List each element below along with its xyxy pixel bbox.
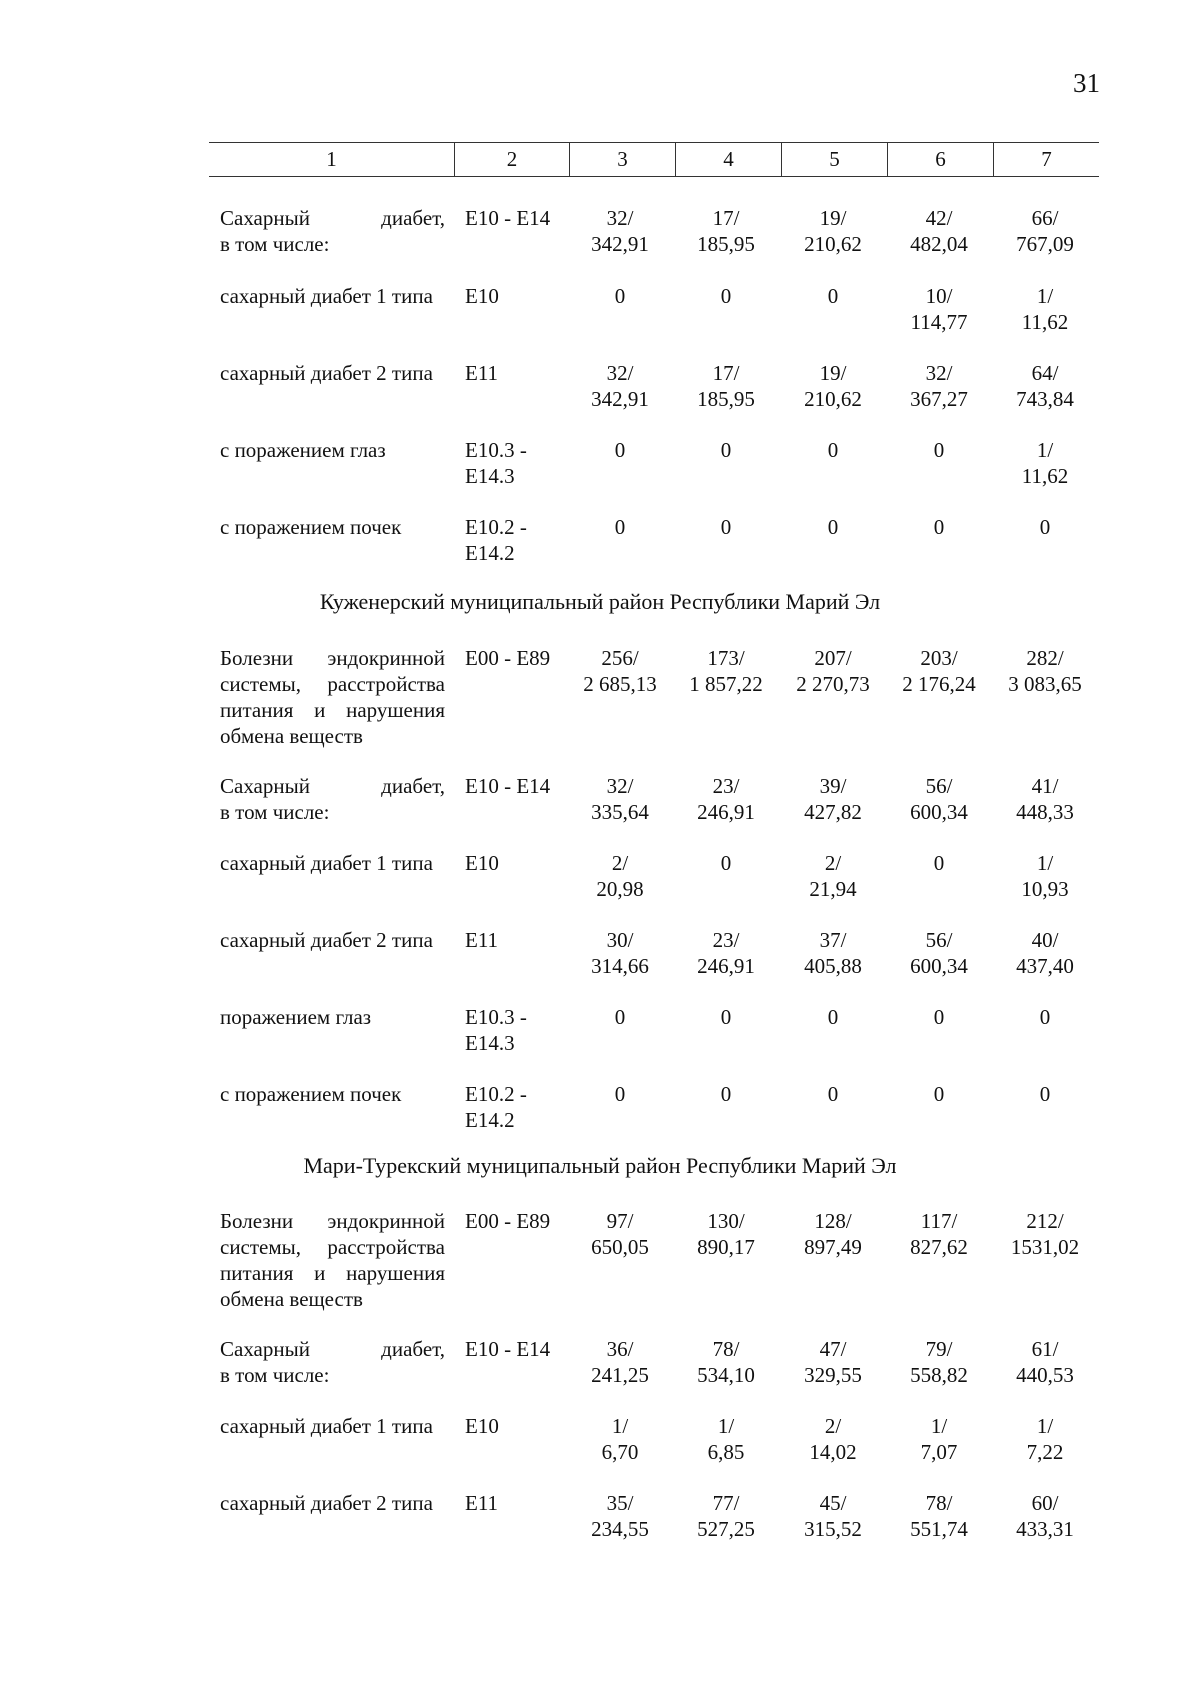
- row-value-col4: 77/ 527,25: [697, 1491, 755, 1541]
- row-value-col3: 32/ 342,91: [591, 206, 649, 256]
- row-value-col6: 1/ 7,07: [920, 1414, 958, 1464]
- col-header-4: 4: [675, 143, 781, 176]
- row-value-col3: 32/ 335,64: [591, 774, 649, 824]
- row-value-col4: 0: [720, 1082, 732, 1106]
- row-value-col5: 37/ 405,88: [804, 928, 862, 978]
- row-value-col4: 1/ 6,85: [707, 1414, 745, 1464]
- row-value-col6: 0: [933, 1082, 945, 1106]
- row-name: Сахарный диабет, в том числе:: [220, 1337, 445, 1387]
- row-name: с поражением почек: [220, 515, 402, 539]
- row-value-col7: 1/ 11,62: [1021, 438, 1069, 488]
- row-value-col6: 32/ 367,27: [910, 361, 968, 411]
- row-value-col7: 0: [1039, 1082, 1051, 1106]
- row-name: сахарный диабет 1 типа: [220, 1414, 433, 1438]
- row-code: E00 - E89: [465, 1209, 551, 1233]
- row-value-col6: 79/ 558,82: [910, 1337, 968, 1387]
- row-value-col3: 36/ 241,25: [591, 1337, 649, 1387]
- page-number: 31: [1073, 68, 1100, 98]
- row-value-col6: 0: [933, 1005, 945, 1029]
- row-value-col4: 0: [720, 515, 732, 539]
- row-value-col5: 0: [827, 438, 839, 462]
- row-code: E10: [465, 284, 499, 308]
- row-value-col6: 42/ 482,04: [910, 206, 968, 256]
- row-value-col7: 0: [1039, 515, 1051, 539]
- row-code: E10: [465, 851, 499, 875]
- row-value-col5: 19/ 210,62: [804, 206, 862, 256]
- row-value-col4: 0: [720, 851, 732, 875]
- row-name: Болезни эндокринной системы, расстройства питания и нарушения обмена веществ: [220, 646, 445, 748]
- row-value-col5: 0: [827, 284, 839, 308]
- table-header: [209, 142, 1099, 177]
- row-value-col7: 40/ 437,40: [1016, 928, 1074, 978]
- row-value-col4: 0: [720, 438, 732, 462]
- row-code: E10: [465, 1414, 499, 1438]
- row-name: поражением глаз: [220, 1005, 372, 1029]
- row-name: Сахарный диабет, в том числе:: [220, 206, 445, 256]
- row-value-col4: 23/ 246,91: [697, 928, 755, 978]
- row-value-col5: 2/ 14,02: [809, 1414, 857, 1464]
- row-name: с поражением глаз: [220, 438, 386, 462]
- row-value-col5: 19/ 210,62: [804, 361, 862, 411]
- col-header-2: 2: [454, 143, 569, 176]
- row-value-col5: 207/ 2 270,73: [796, 646, 870, 696]
- row-value-col5: 39/ 427,82: [804, 774, 862, 824]
- row-value-col7: 66/ 767,09: [1016, 206, 1074, 256]
- row-value-col3: 0: [614, 1005, 626, 1029]
- row-code: E11: [465, 1491, 499, 1515]
- row-value-col4: 78/ 534,10: [697, 1337, 755, 1387]
- row-code: E10.3 - E14.3: [465, 1005, 527, 1055]
- row-name: сахарный диабет 2 типа: [220, 928, 433, 952]
- row-value-col5: 2/ 21,94: [809, 851, 857, 901]
- row-value-col4: 0: [720, 1005, 732, 1029]
- row-value-col4: 0: [720, 284, 732, 308]
- row-value-col7: 1/ 11,62: [1021, 284, 1069, 334]
- row-code: E00 - E89: [465, 646, 551, 670]
- row-value-col3: 0: [614, 284, 626, 308]
- row-name: с поражением почек: [220, 1082, 402, 1106]
- row-value-col6: 0: [933, 851, 945, 875]
- row-value-col3: 30/ 314,66: [591, 928, 649, 978]
- col-header-6: 6: [887, 143, 993, 176]
- row-value-col3: 0: [614, 515, 626, 539]
- row-value-col3: 97/ 650,05: [591, 1209, 649, 1259]
- row-value-col6: 56/ 600,34: [910, 928, 968, 978]
- row-value-col5: 0: [827, 1005, 839, 1029]
- row-value-col6: 203/ 2 176,24: [902, 646, 976, 696]
- row-value-col5: 128/ 897,49: [804, 1209, 862, 1259]
- row-value-col3: 0: [614, 438, 626, 462]
- section-title: Мари-Турекский муниципальный район Республики Марий Эл: [303, 1153, 897, 1178]
- section-title: Куженерский муниципальный район Республики Марий Эл: [319, 589, 881, 614]
- row-value-col7: 0: [1039, 1005, 1051, 1029]
- row-name: сахарный диабет 2 типа: [220, 361, 433, 385]
- row-value-col6: 56/ 600,34: [910, 774, 968, 824]
- row-value-col7: 282/ 3 083,65: [1008, 646, 1082, 696]
- row-code: E10 - E14: [465, 774, 551, 798]
- row-value-col6: 78/ 551,74: [910, 1491, 968, 1541]
- row-value-col7: 1/ 10,93: [1021, 851, 1069, 901]
- row-value-col7: 60/ 433,31: [1016, 1491, 1074, 1541]
- row-code: E10.3 - E14.3: [465, 438, 527, 488]
- row-value-col3: 32/ 342,91: [591, 361, 649, 411]
- row-name: Сахарный диабет, в том числе:: [220, 774, 445, 824]
- row-code: E10.2 - E14.2: [465, 515, 527, 565]
- col-header-5: 5: [781, 143, 887, 176]
- row-code: E10 - E14: [465, 1337, 551, 1361]
- row-value-col3: 1/ 6,70: [601, 1414, 639, 1464]
- row-value-col3: 0: [614, 1082, 626, 1106]
- row-value-col7: 212/ 1531,02: [1010, 1209, 1080, 1259]
- row-value-col4: 173/ 1 857,22: [689, 646, 763, 696]
- col-header-3: 3: [569, 143, 675, 176]
- row-value-col4: 17/ 185,95: [697, 206, 755, 256]
- row-value-col6: 10/ 114,77: [910, 284, 968, 334]
- row-code: E11: [465, 928, 499, 952]
- row-value-col3: 2/ 20,98: [596, 851, 644, 901]
- row-name: сахарный диабет 2 типа: [220, 1491, 433, 1515]
- row-code: E11: [465, 361, 499, 385]
- row-value-col6: 0: [933, 438, 945, 462]
- row-value-col5: 0: [827, 1082, 839, 1106]
- row-value-col6: 0: [933, 515, 945, 539]
- row-value-col7: 41/ 448,33: [1016, 774, 1074, 824]
- row-code: E10 - E14: [465, 206, 551, 230]
- row-value-col7: 61/ 440,53: [1016, 1337, 1074, 1387]
- row-value-col4: 17/ 185,95: [697, 361, 755, 411]
- row-value-col5: 0: [827, 515, 839, 539]
- row-value-col6: 117/ 827,62: [910, 1209, 968, 1259]
- row-value-col7: 1/ 7,22: [1026, 1414, 1064, 1464]
- row-name: Болезни эндокринной системы, расстройства питания и нарушения обмена веществ: [220, 1209, 445, 1311]
- row-value-col5: 45/ 315,52: [804, 1491, 862, 1541]
- col-header-7: 7: [993, 143, 1099, 176]
- col-header-1: 1: [326, 147, 337, 171]
- row-code: E10.2 - E14.2: [465, 1082, 527, 1132]
- row-name: сахарный диабет 1 типа: [220, 851, 433, 875]
- row-value-col5: 47/ 329,55: [804, 1337, 862, 1387]
- row-value-col4: 130/ 890,17: [697, 1209, 755, 1259]
- row-name: сахарный диабет 1 типа: [220, 284, 433, 308]
- row-value-col7: 64/ 743,84: [1016, 361, 1074, 411]
- row-value-col3: 256/ 2 685,13: [583, 646, 657, 696]
- row-value-col4: 23/ 246,91: [697, 774, 755, 824]
- row-value-col3: 35/ 234,55: [591, 1491, 649, 1541]
